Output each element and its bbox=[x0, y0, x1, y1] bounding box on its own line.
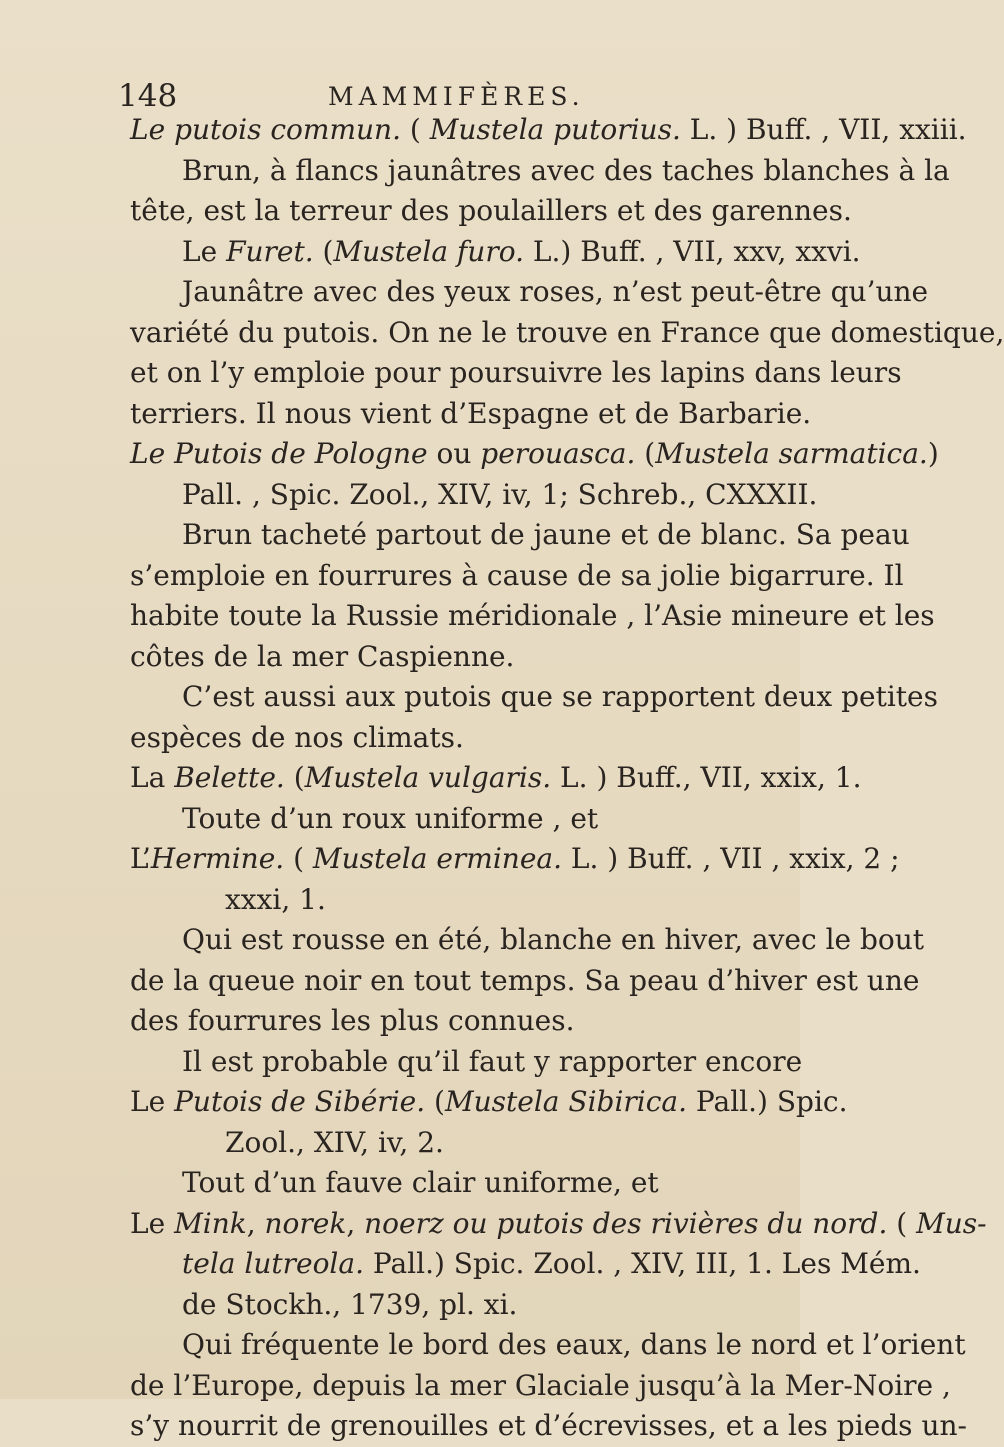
text-segment: ( bbox=[313, 234, 334, 268]
text-line bbox=[130, 1285, 770, 1326]
text-segment: ( bbox=[284, 842, 313, 875]
text-line bbox=[130, 1001, 770, 1042]
text-line bbox=[130, 475, 818, 516]
italic-text: Mustela furo. bbox=[333, 234, 524, 268]
text-segment: des fourrures les plus connues. bbox=[130, 1004, 575, 1037]
text-segment: Jaunâtre avec des yeux roses, n’est peut-être qu’une bbox=[182, 275, 929, 308]
italic-text: Le Putois de Pologne bbox=[130, 437, 428, 470]
text-line bbox=[130, 232, 861, 273]
text-segment: , bbox=[246, 1206, 265, 1240]
text-segment: L.) Buff. , VII, xxv, xxvi. bbox=[523, 234, 861, 268]
text-segment: ( bbox=[400, 113, 430, 146]
page-number: 148 bbox=[118, 78, 178, 114]
text-segment: de la queue noir en tout temps. Sa peau d’hiver est une bbox=[130, 963, 920, 997]
text-segment: Le bbox=[130, 1085, 175, 1118]
text-line bbox=[130, 1042, 803, 1083]
text-line bbox=[130, 718, 770, 759]
text-line bbox=[130, 1163, 770, 1204]
italic-text: Mustela sarmatica. bbox=[655, 437, 928, 470]
italic-text: Mustela vulgaris. bbox=[304, 761, 552, 794]
running-title: MAMMIFÈRES. bbox=[328, 82, 585, 111]
italic-text: Furet. bbox=[226, 234, 314, 268]
text-segment: ou bbox=[427, 437, 481, 470]
text-segment: ( bbox=[425, 1085, 445, 1118]
text-segment: Pall.) Spic. Zool. , XIV, III, 1. Les Mém. bbox=[363, 1247, 921, 1280]
text-segment: Zool., XIV, iv, 2. bbox=[225, 1125, 444, 1159]
italic-text: perouasca. bbox=[480, 437, 636, 470]
italic-text: Le putois commun. bbox=[130, 113, 401, 146]
text-line bbox=[130, 272, 929, 313]
text-line bbox=[130, 434, 939, 475]
italic-text: norek bbox=[264, 1206, 347, 1240]
text-segment: tête, est la terreur des poulaillers et des garennes. bbox=[130, 194, 852, 227]
text-line bbox=[130, 1325, 966, 1366]
text-segment: ( bbox=[284, 761, 305, 794]
text-segment: de l’Europe, depuis la mer Glaciale jusqu’à la Mer-Noire , bbox=[130, 1368, 951, 1402]
text-line bbox=[130, 151, 950, 192]
text-segment: ( bbox=[887, 1206, 917, 1240]
text-segment: terriers. Il nous vient d’Espagne et de Barbarie. bbox=[130, 396, 812, 430]
text-line bbox=[130, 191, 852, 232]
text-segment: Pall. , Spic. Zool., XIV, iv, 1; Schreb., CXXXII. bbox=[182, 477, 818, 511]
body-text bbox=[130, 110, 1004, 1447]
text-line bbox=[130, 515, 910, 556]
text-line bbox=[130, 758, 862, 799]
text-segment: L’ bbox=[130, 842, 151, 875]
text-segment: s’y nourrit de grenouilles et d’écrevisses, et a les pieds un- bbox=[130, 1409, 967, 1442]
text-line bbox=[130, 1406, 967, 1447]
text-segment: L. ) Buff. , VII , xxix, 2 ; bbox=[562, 842, 900, 875]
text-segment: xxxi, 1. bbox=[225, 882, 326, 916]
text-line bbox=[130, 1123, 770, 1164]
text-segment: de Stockh., 1739, pl. xi. bbox=[182, 1287, 518, 1321]
text-line bbox=[130, 1204, 987, 1245]
text-line bbox=[130, 1366, 951, 1407]
text-line bbox=[130, 677, 938, 718]
text-segment: Pall.) Spic. bbox=[687, 1085, 848, 1118]
text-segment: espèces de nos climats. bbox=[130, 720, 464, 754]
text-line bbox=[130, 880, 770, 921]
text-segment: s’emploie en fourrures à cause de sa jolie bigarrure. Il bbox=[130, 558, 904, 592]
text-segment: L. ) Buff., VII, xxix, 1. bbox=[551, 761, 862, 794]
text-line bbox=[130, 556, 904, 597]
text-segment: Brun tacheté partout de jaune et de blanc. Sa peau bbox=[182, 518, 910, 551]
text-line bbox=[130, 596, 935, 637]
text-line bbox=[130, 313, 1004, 354]
italic-text: Mustela erminea. bbox=[312, 842, 563, 875]
text-segment: ( bbox=[635, 437, 656, 470]
text-segment: Toute d’un roux uniforme , et bbox=[182, 801, 599, 835]
text-segment: La bbox=[130, 761, 175, 794]
text-segment: Le bbox=[130, 1206, 175, 1240]
text-segment: , bbox=[346, 1206, 365, 1240]
text-segment: Qui fréquente le bord des eaux, dans le nord et l’orient bbox=[182, 1328, 966, 1361]
text-segment: habite toute la Russie méridionale , l’Asie mineure et les bbox=[130, 599, 935, 632]
italic-text: Belette. bbox=[174, 761, 285, 794]
text-segment: L. ) Buff. , VII, xxiii. bbox=[680, 113, 967, 146]
text-line bbox=[130, 394, 812, 435]
italic-text: Putois de Sibérie. bbox=[174, 1085, 426, 1118]
text-line bbox=[130, 110, 967, 151]
text-line bbox=[130, 839, 900, 880]
text-segment: Tout d’un fauve clair uniforme, et bbox=[182, 1166, 659, 1199]
text-segment: variété du putois. On ne le trouve en France que domestique, bbox=[130, 315, 1004, 349]
italic-text: Mustela Sibirica. bbox=[444, 1085, 688, 1118]
text-line bbox=[130, 1082, 848, 1123]
italic-text: Mus- bbox=[916, 1206, 987, 1240]
text-segment: Brun, à flancs jaunâtres avec des taches blanches à la bbox=[182, 153, 950, 187]
text-segment: Le bbox=[182, 234, 227, 268]
text-line bbox=[130, 920, 925, 961]
text-segment: Qui est rousse en été, blanche en hiver, avec le bout bbox=[182, 923, 925, 956]
italic-text: Mink bbox=[174, 1206, 247, 1240]
text-segment: côtes de la mer Caspienne. bbox=[130, 639, 515, 673]
text-line bbox=[130, 961, 920, 1002]
text-segment: Il est probable qu’il faut y rapporter encore bbox=[182, 1044, 803, 1078]
italic-text: tela lutreola. bbox=[182, 1247, 364, 1280]
italic-text: noerz ou putois des rivières du nord. bbox=[364, 1206, 888, 1240]
italic-text: Mustela putorius. bbox=[429, 113, 681, 146]
text-line bbox=[130, 353, 902, 394]
italic-text: Hermine. bbox=[150, 842, 285, 875]
text-line bbox=[130, 637, 770, 678]
text-line bbox=[130, 1244, 921, 1285]
text-segment: ) bbox=[927, 437, 939, 470]
text-segment: et on l’y emploie pour poursuivre les lapins dans leurs bbox=[130, 356, 902, 389]
text-line bbox=[130, 799, 770, 840]
text-segment: C’est aussi aux putois que se rapportent deux petites bbox=[182, 680, 938, 713]
